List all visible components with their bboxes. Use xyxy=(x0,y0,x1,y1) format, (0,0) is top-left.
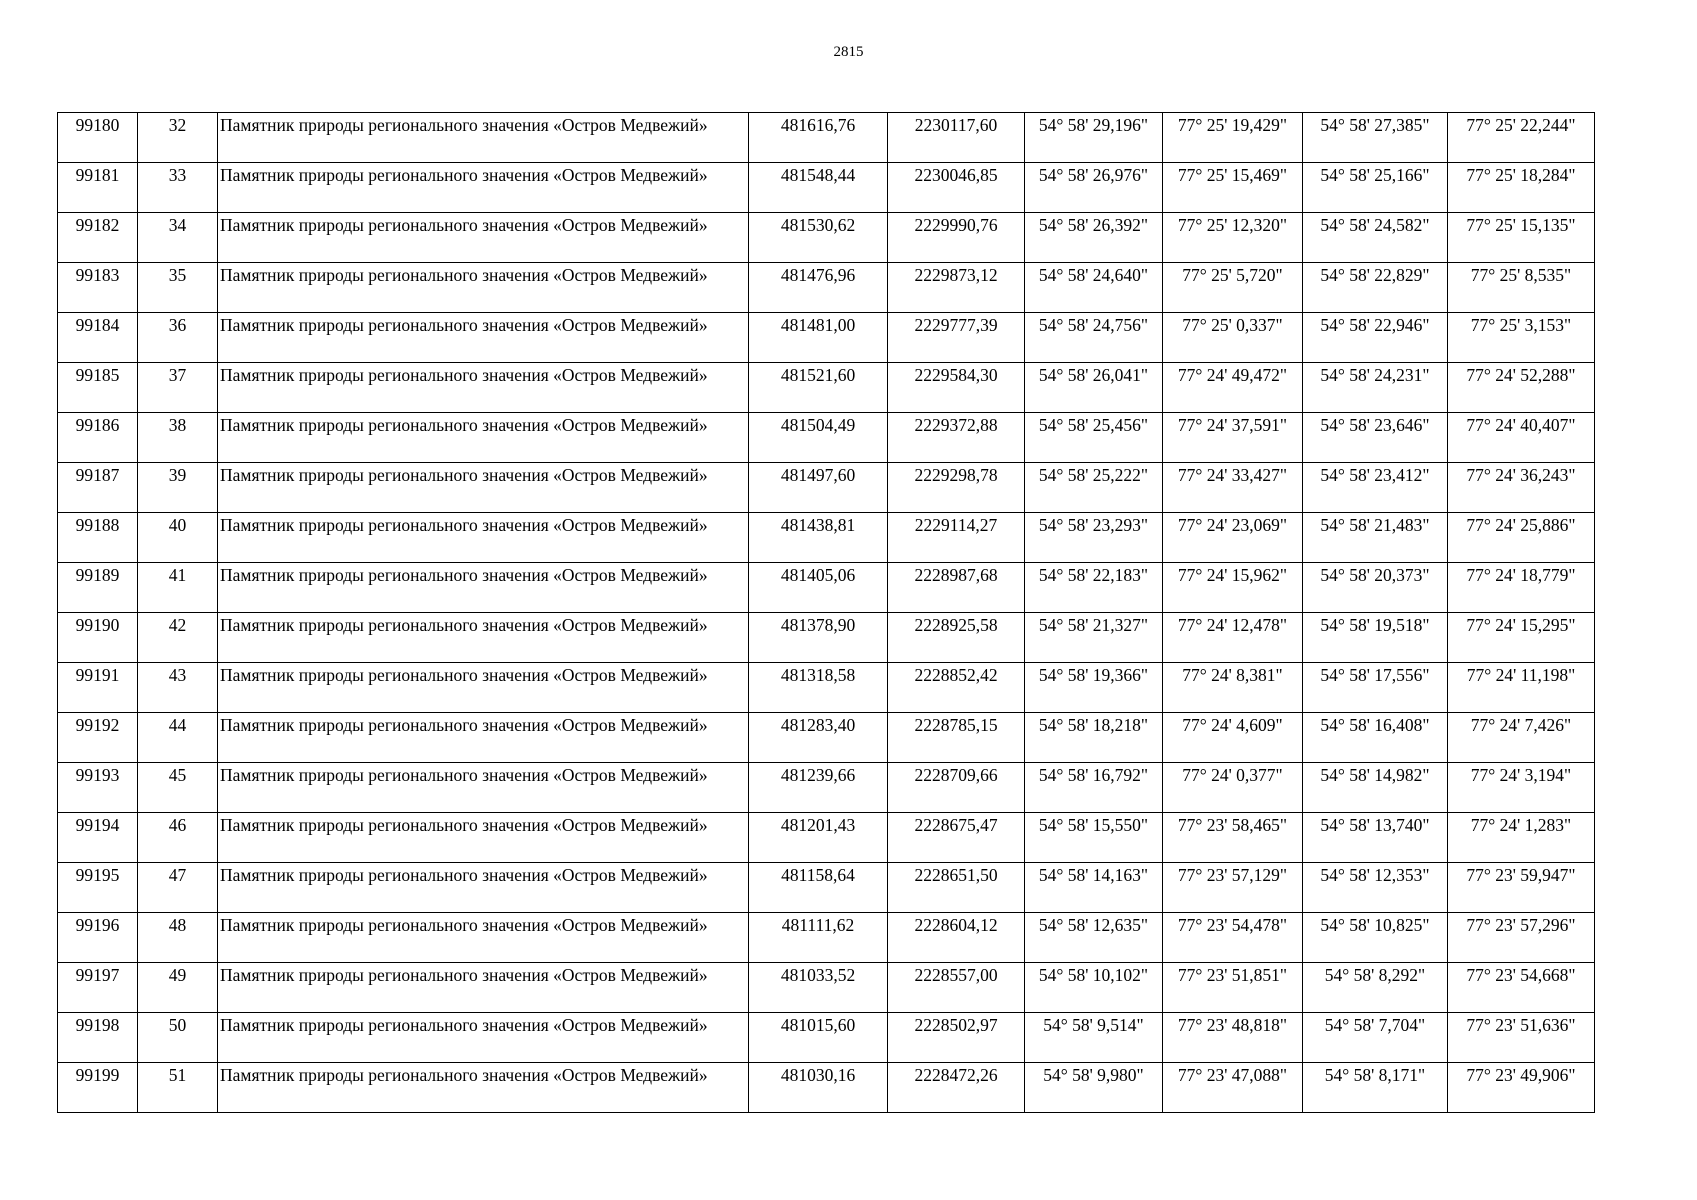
cell-x-coordinate: 481318,58 xyxy=(749,663,888,713)
cell-latitude-1: 54° 58' 10,102" xyxy=(1025,963,1163,1013)
cell-latitude-2: 54° 58' 22,946" xyxy=(1303,313,1448,363)
cell-y-coordinate: 2228785,15 xyxy=(888,713,1025,763)
cell-longitude-1: 77° 23' 54,478" xyxy=(1163,913,1303,963)
table-row xyxy=(58,513,1595,563)
cell-object-name: Памятник природы регионального значения «Остров Медвежий» xyxy=(218,613,749,663)
cell-y-coordinate: 2229584,30 xyxy=(888,363,1025,413)
table-row xyxy=(58,963,1595,1013)
cell-y-coordinate: 2229873,12 xyxy=(888,263,1025,313)
table-row xyxy=(58,663,1595,713)
cell-latitude-2: 54° 58' 22,829" xyxy=(1303,263,1448,313)
cell-y-coordinate: 2229777,39 xyxy=(888,313,1025,363)
cell-latitude-2: 54° 58' 8,292" xyxy=(1303,963,1448,1013)
cell-latitude-1: 54° 58' 19,366" xyxy=(1025,663,1163,713)
cell-object-name: Памятник природы регионального значения «Остров Медвежий» xyxy=(218,313,749,363)
cell-point-number: 45 xyxy=(138,763,218,813)
cell-object-name: Памятник природы регионального значения «Остров Медвежий» xyxy=(218,213,749,263)
cell-x-coordinate: 481033,52 xyxy=(749,963,888,1013)
cell-point-number: 38 xyxy=(138,413,218,463)
cell-longitude-2: 77° 24' 1,283" xyxy=(1448,813,1595,863)
cell-object-name: Памятник природы регионального значения «Остров Медвежий» xyxy=(218,963,749,1013)
cell-latitude-2: 54° 58' 16,408" xyxy=(1303,713,1448,763)
cell-object-name: Памятник природы регионального значения «Остров Медвежий» xyxy=(218,1063,749,1113)
cell-latitude-1: 54° 58' 29,196" xyxy=(1025,113,1163,163)
cell-latitude-1: 54° 58' 12,635" xyxy=(1025,913,1163,963)
cell-x-coordinate: 481111,62 xyxy=(749,913,888,963)
cell-longitude-1: 77° 23' 57,129" xyxy=(1163,863,1303,913)
cell-longitude-1: 77° 25' 5,720" xyxy=(1163,263,1303,313)
cell-y-coordinate: 2228472,26 xyxy=(888,1063,1025,1113)
table-row xyxy=(58,213,1595,263)
cell-latitude-2: 54° 58' 14,982" xyxy=(1303,763,1448,813)
cell-latitude-1: 54° 58' 22,183" xyxy=(1025,563,1163,613)
cell-x-coordinate: 481481,00 xyxy=(749,313,888,363)
cell-x-coordinate: 481378,90 xyxy=(749,613,888,663)
coordinates-table xyxy=(57,112,1595,1113)
cell-latitude-1: 54° 58' 9,514" xyxy=(1025,1013,1163,1063)
cell-record-id: 99185 xyxy=(58,363,138,413)
cell-longitude-1: 77° 25' 12,320" xyxy=(1163,213,1303,263)
cell-longitude-2: 77° 23' 57,296" xyxy=(1448,913,1595,963)
cell-latitude-2: 54° 58' 17,556" xyxy=(1303,663,1448,713)
cell-latitude-2: 54° 58' 25,166" xyxy=(1303,163,1448,213)
cell-longitude-1: 77° 24' 23,069" xyxy=(1163,513,1303,563)
cell-record-id: 99188 xyxy=(58,513,138,563)
cell-y-coordinate: 2228557,00 xyxy=(888,963,1025,1013)
cell-y-coordinate: 2228925,58 xyxy=(888,613,1025,663)
cell-record-id: 99195 xyxy=(58,863,138,913)
cell-x-coordinate: 481405,06 xyxy=(749,563,888,613)
table-row xyxy=(58,1013,1595,1063)
cell-longitude-2: 77° 24' 15,295" xyxy=(1448,613,1595,663)
cell-point-number: 32 xyxy=(138,113,218,163)
cell-longitude-2: 77° 25' 8,535" xyxy=(1448,263,1595,313)
page-number: 2815 xyxy=(833,44,864,60)
cell-point-number: 36 xyxy=(138,313,218,363)
cell-object-name: Памятник природы регионального значения «Остров Медвежий» xyxy=(218,663,749,713)
cell-latitude-1: 54° 58' 23,293" xyxy=(1025,513,1163,563)
cell-latitude-1: 54° 58' 25,456" xyxy=(1025,413,1163,463)
cell-latitude-2: 54° 58' 10,825" xyxy=(1303,913,1448,963)
cell-latitude-2: 54° 58' 24,582" xyxy=(1303,213,1448,263)
cell-latitude-2: 54° 58' 27,385" xyxy=(1303,113,1448,163)
cell-point-number: 46 xyxy=(138,813,218,863)
cell-record-id: 99197 xyxy=(58,963,138,1013)
cell-y-coordinate: 2228604,12 xyxy=(888,913,1025,963)
cell-longitude-2: 77° 24' 36,243" xyxy=(1448,463,1595,513)
cell-y-coordinate: 2228709,66 xyxy=(888,763,1025,813)
cell-longitude-1: 77° 25' 0,337" xyxy=(1163,313,1303,363)
cell-longitude-1: 77° 23' 51,851" xyxy=(1163,963,1303,1013)
table-row xyxy=(58,1063,1595,1113)
cell-longitude-2: 77° 25' 3,153" xyxy=(1448,313,1595,363)
cell-x-coordinate: 481504,49 xyxy=(749,413,888,463)
cell-latitude-2: 54° 58' 24,231" xyxy=(1303,363,1448,413)
cell-object-name: Памятник природы регионального значения «Остров Медвежий» xyxy=(218,713,749,763)
cell-object-name: Памятник природы регионального значения «Остров Медвежий» xyxy=(218,513,749,563)
cell-latitude-1: 54° 58' 15,550" xyxy=(1025,813,1163,863)
cell-record-id: 99190 xyxy=(58,613,138,663)
cell-record-id: 99194 xyxy=(58,813,138,863)
cell-record-id: 99189 xyxy=(58,563,138,613)
cell-record-id: 99180 xyxy=(58,113,138,163)
cell-object-name: Памятник природы регионального значения «Остров Медвежий» xyxy=(218,463,749,513)
cell-object-name: Памятник природы регионального значения «Остров Медвежий» xyxy=(218,163,749,213)
cell-object-name: Памятник природы регионального значения «Остров Медвежий» xyxy=(218,863,749,913)
cell-longitude-1: 77° 24' 37,591" xyxy=(1163,413,1303,463)
cell-latitude-2: 54° 58' 12,353" xyxy=(1303,863,1448,913)
cell-record-id: 99181 xyxy=(58,163,138,213)
cell-latitude-1: 54° 58' 14,163" xyxy=(1025,863,1163,913)
cell-object-name: Памятник природы регионального значения «Остров Медвежий» xyxy=(218,763,749,813)
cell-latitude-1: 54° 58' 25,222" xyxy=(1025,463,1163,513)
cell-y-coordinate: 2228675,47 xyxy=(888,813,1025,863)
cell-longitude-1: 77° 25' 15,469" xyxy=(1163,163,1303,213)
cell-point-number: 33 xyxy=(138,163,218,213)
cell-latitude-1: 54° 58' 24,640" xyxy=(1025,263,1163,313)
cell-longitude-1: 77° 24' 4,609" xyxy=(1163,713,1303,763)
cell-object-name: Памятник природы регионального значения «Остров Медвежий» xyxy=(218,413,749,463)
cell-longitude-2: 77° 23' 54,668" xyxy=(1448,963,1595,1013)
cell-record-id: 99182 xyxy=(58,213,138,263)
cell-latitude-1: 54° 58' 9,980" xyxy=(1025,1063,1163,1113)
cell-record-id: 99191 xyxy=(58,663,138,713)
cell-longitude-2: 77° 24' 7,426" xyxy=(1448,713,1595,763)
cell-longitude-1: 77° 24' 33,427" xyxy=(1163,463,1303,513)
table-row xyxy=(58,413,1595,463)
table-row xyxy=(58,563,1595,613)
cell-latitude-1: 54° 58' 24,756" xyxy=(1025,313,1163,363)
cell-point-number: 34 xyxy=(138,213,218,263)
cell-object-name: Памятник природы регионального значения «Остров Медвежий» xyxy=(218,913,749,963)
cell-point-number: 42 xyxy=(138,613,218,663)
cell-record-id: 99186 xyxy=(58,413,138,463)
cell-object-name: Памятник природы регионального значения «Остров Медвежий» xyxy=(218,813,749,863)
table-row xyxy=(58,163,1595,213)
cell-x-coordinate: 481497,60 xyxy=(749,463,888,513)
cell-latitude-1: 54° 58' 21,327" xyxy=(1025,613,1163,663)
cell-y-coordinate: 2230117,60 xyxy=(888,113,1025,163)
cell-record-id: 99183 xyxy=(58,263,138,313)
cell-point-number: 41 xyxy=(138,563,218,613)
cell-point-number: 48 xyxy=(138,913,218,963)
cell-point-number: 44 xyxy=(138,713,218,763)
table-row xyxy=(58,363,1595,413)
cell-longitude-1: 77° 24' 15,962" xyxy=(1163,563,1303,613)
cell-longitude-2: 77° 24' 25,886" xyxy=(1448,513,1595,563)
cell-point-number: 51 xyxy=(138,1063,218,1113)
cell-record-id: 99198 xyxy=(58,1013,138,1063)
cell-longitude-1: 77° 23' 47,088" xyxy=(1163,1063,1303,1113)
table-row xyxy=(58,713,1595,763)
cell-y-coordinate: 2230046,85 xyxy=(888,163,1025,213)
cell-longitude-2: 77° 23' 51,636" xyxy=(1448,1013,1595,1063)
table-row xyxy=(58,763,1595,813)
table-row xyxy=(58,813,1595,863)
cell-point-number: 40 xyxy=(138,513,218,563)
cell-record-id: 99192 xyxy=(58,713,138,763)
cell-y-coordinate: 2228502,97 xyxy=(888,1013,1025,1063)
cell-y-coordinate: 2228987,68 xyxy=(888,563,1025,613)
cell-longitude-1: 77° 24' 0,377" xyxy=(1163,763,1303,813)
cell-x-coordinate: 481521,60 xyxy=(749,363,888,413)
cell-longitude-2: 77° 25' 18,284" xyxy=(1448,163,1595,213)
cell-longitude-2: 77° 25' 22,244" xyxy=(1448,113,1595,163)
cell-record-id: 99193 xyxy=(58,763,138,813)
cell-latitude-1: 54° 58' 18,218" xyxy=(1025,713,1163,763)
cell-x-coordinate: 481438,81 xyxy=(749,513,888,563)
table-row xyxy=(58,863,1595,913)
table-row xyxy=(58,263,1595,313)
cell-longitude-1: 77° 25' 19,429" xyxy=(1163,113,1303,163)
cell-record-id: 99187 xyxy=(58,463,138,513)
cell-y-coordinate: 2229114,27 xyxy=(888,513,1025,563)
cell-y-coordinate: 2229372,88 xyxy=(888,413,1025,463)
cell-point-number: 49 xyxy=(138,963,218,1013)
cell-longitude-1: 77° 24' 12,478" xyxy=(1163,613,1303,663)
cell-longitude-2: 77° 23' 49,906" xyxy=(1448,1063,1595,1113)
cell-latitude-1: 54° 58' 16,792" xyxy=(1025,763,1163,813)
table-row xyxy=(58,463,1595,513)
cell-longitude-1: 77° 23' 58,465" xyxy=(1163,813,1303,863)
cell-point-number: 47 xyxy=(138,863,218,913)
cell-latitude-1: 54° 58' 26,392" xyxy=(1025,213,1163,263)
cell-longitude-1: 77° 24' 8,381" xyxy=(1163,663,1303,713)
cell-longitude-1: 77° 24' 49,472" xyxy=(1163,363,1303,413)
cell-object-name: Памятник природы регионального значения «Остров Медвежий» xyxy=(218,363,749,413)
cell-x-coordinate: 481616,76 xyxy=(749,113,888,163)
cell-point-number: 50 xyxy=(138,1013,218,1063)
table-row xyxy=(58,913,1595,963)
cell-x-coordinate: 481239,66 xyxy=(749,763,888,813)
cell-point-number: 37 xyxy=(138,363,218,413)
cell-x-coordinate: 481476,96 xyxy=(749,263,888,313)
cell-x-coordinate: 481283,40 xyxy=(749,713,888,763)
cell-y-coordinate: 2228852,42 xyxy=(888,663,1025,713)
cell-x-coordinate: 481201,43 xyxy=(749,813,888,863)
cell-object-name: Памятник природы регионального значения «Остров Медвежий» xyxy=(218,263,749,313)
cell-latitude-2: 54° 58' 13,740" xyxy=(1303,813,1448,863)
cell-object-name: Памятник природы регионального значения «Остров Медвежий» xyxy=(218,1013,749,1063)
table-row xyxy=(58,613,1595,663)
cell-latitude-2: 54° 58' 20,373" xyxy=(1303,563,1448,613)
cell-point-number: 35 xyxy=(138,263,218,313)
cell-latitude-2: 54° 58' 21,483" xyxy=(1303,513,1448,563)
cell-longitude-2: 77° 24' 3,194" xyxy=(1448,763,1595,813)
cell-longitude-2: 77° 24' 18,779" xyxy=(1448,563,1595,613)
cell-longitude-2: 77° 24' 52,288" xyxy=(1448,363,1595,413)
cell-y-coordinate: 2229298,78 xyxy=(888,463,1025,513)
cell-latitude-1: 54° 58' 26,041" xyxy=(1025,363,1163,413)
cell-x-coordinate: 481158,64 xyxy=(749,863,888,913)
cell-longitude-2: 77° 25' 15,135" xyxy=(1448,213,1595,263)
cell-record-id: 99196 xyxy=(58,913,138,963)
cell-longitude-1: 77° 23' 48,818" xyxy=(1163,1013,1303,1063)
cell-latitude-2: 54° 58' 8,171" xyxy=(1303,1063,1448,1113)
cell-x-coordinate: 481530,62 xyxy=(749,213,888,263)
cell-x-coordinate: 481015,60 xyxy=(749,1013,888,1063)
cell-latitude-1: 54° 58' 26,976" xyxy=(1025,163,1163,213)
cell-longitude-2: 77° 24' 11,198" xyxy=(1448,663,1595,713)
cell-object-name: Памятник природы регионального значения «Остров Медвежий» xyxy=(218,113,749,163)
cell-x-coordinate: 481548,44 xyxy=(749,163,888,213)
cell-y-coordinate: 2228651,50 xyxy=(888,863,1025,913)
cell-latitude-2: 54° 58' 19,518" xyxy=(1303,613,1448,663)
cell-longitude-2: 77° 24' 40,407" xyxy=(1448,413,1595,463)
cell-longitude-2: 77° 23' 59,947" xyxy=(1448,863,1595,913)
table-row xyxy=(58,113,1595,163)
cell-record-id: 99184 xyxy=(58,313,138,363)
cell-y-coordinate: 2229990,76 xyxy=(888,213,1025,263)
cell-latitude-2: 54° 58' 7,704" xyxy=(1303,1013,1448,1063)
cell-point-number: 39 xyxy=(138,463,218,513)
cell-object-name: Памятник природы регионального значения «Остров Медвежий» xyxy=(218,563,749,613)
cell-record-id: 99199 xyxy=(58,1063,138,1113)
cell-x-coordinate: 481030,16 xyxy=(749,1063,888,1113)
cell-latitude-2: 54° 58' 23,646" xyxy=(1303,413,1448,463)
cell-point-number: 43 xyxy=(138,663,218,713)
cell-latitude-2: 54° 58' 23,412" xyxy=(1303,463,1448,513)
table-body xyxy=(58,113,1595,1113)
table-row xyxy=(58,313,1595,363)
